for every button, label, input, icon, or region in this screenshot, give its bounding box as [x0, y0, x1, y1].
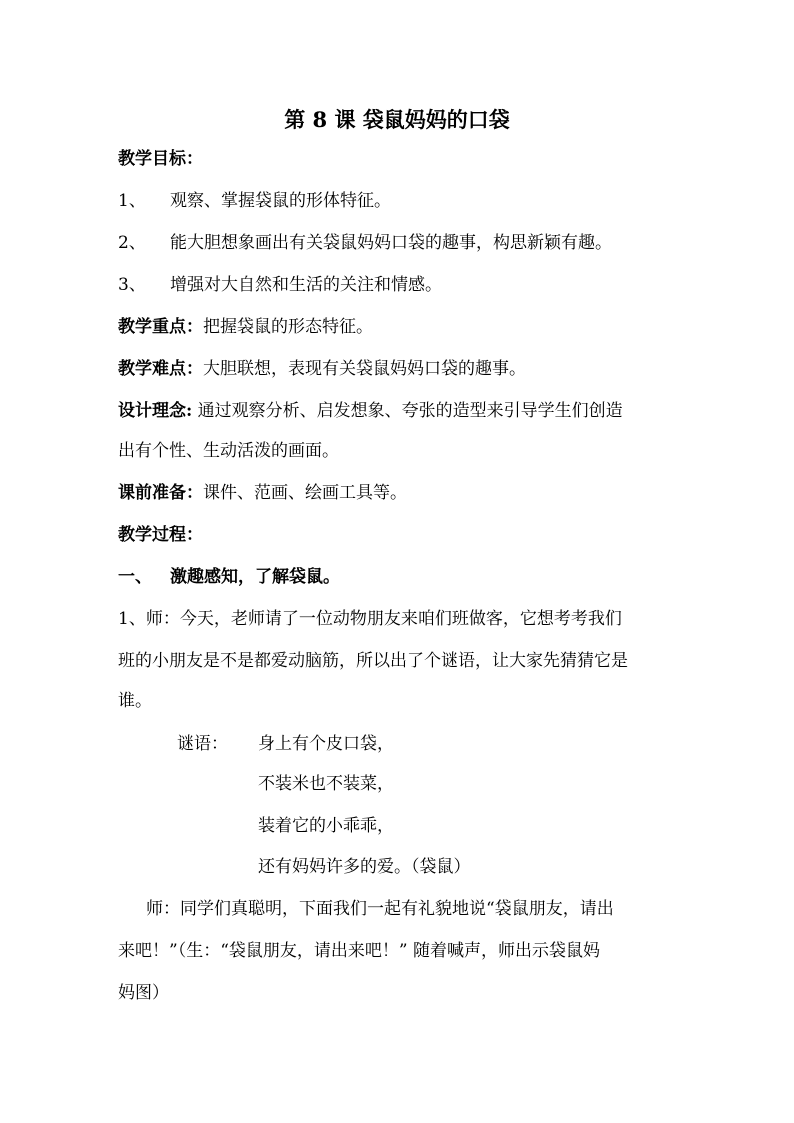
paragraph-2-line-3: 妈图）	[118, 983, 169, 1003]
objective-text: 增强对大自然和生活的关注和情感。	[170, 275, 442, 295]
page-title: 第 8 课 袋鼠妈妈的口袋	[284, 107, 510, 132]
paragraph-1-line-2: 班的小朋友是不是都爱动脑筋，所以出了个谜语，让大家先猜猜它是	[118, 651, 628, 671]
objective-item-2	[118, 232, 612, 254]
paragraph-1-line-1: 1、师：今天，老师请了一位动物朋友来咱们班做客，它想考考我们	[118, 609, 622, 629]
objective-num: 3、	[118, 275, 146, 295]
objective-item-1	[118, 190, 391, 212]
riddle-line-4: 还有妈妈许多的爱。（袋鼠）	[258, 857, 471, 877]
key-point-label: 教学重点：	[118, 317, 203, 337]
objective-text: 能大胆想象画出有关袋鼠妈妈口袋的趣事，构思新颖有趣。	[170, 233, 612, 253]
concept-text: 通过观察分析、启发想象、夸张的造型来引导学生们创造	[192, 401, 623, 421]
objective-num: 2、	[118, 233, 146, 253]
paragraph-2-line-1: 师：同学们真聪明，下面我们一起有礼貌地说“袋鼠朋友，请出	[146, 899, 614, 919]
preparation-text: 课件、范画、绘画工具等。	[203, 483, 407, 503]
concept-line-1	[118, 400, 623, 422]
concept-line-2: 出有个性、生动活泼的画面。	[118, 441, 339, 461]
riddle-line-3: 装着它的小乖乖，	[258, 816, 394, 836]
preparation	[118, 482, 407, 504]
objective-text: 观察、掌握袋鼠的形体特征。	[170, 191, 391, 211]
process-heading: 教学过程：	[118, 525, 203, 545]
difficulty	[118, 358, 526, 380]
objectives-heading: 教学目标：	[118, 149, 203, 169]
key-point	[118, 316, 373, 338]
objective-item-3	[118, 274, 442, 296]
concept-label: 设计理念:	[118, 401, 193, 421]
riddle-label: 谜语：	[177, 734, 228, 754]
section-text: 激趣感知，了解袋鼠。	[170, 567, 340, 587]
riddle-line-1: 身上有个皮口袋，	[258, 734, 394, 754]
riddle-line-2: 不装米也不装菜，	[258, 774, 394, 794]
section-num: 一、	[118, 567, 152, 587]
objective-num: 1、	[118, 191, 146, 211]
preparation-label: 课前准备：	[118, 483, 203, 503]
key-point-text: 把握袋鼠的形态特征。	[203, 317, 373, 337]
difficulty-text: 大胆联想，表现有关袋鼠妈妈口袋的趣事。	[203, 359, 526, 379]
difficulty-label: 教学难点：	[118, 359, 203, 379]
paragraph-2-line-2: 来吧！”（生：“袋鼠朋友，请出来吧！” 随着喊声，师出示袋鼠妈	[118, 941, 600, 961]
paragraph-1-line-3: 谁。	[118, 691, 152, 711]
section-heading-1	[118, 566, 340, 588]
